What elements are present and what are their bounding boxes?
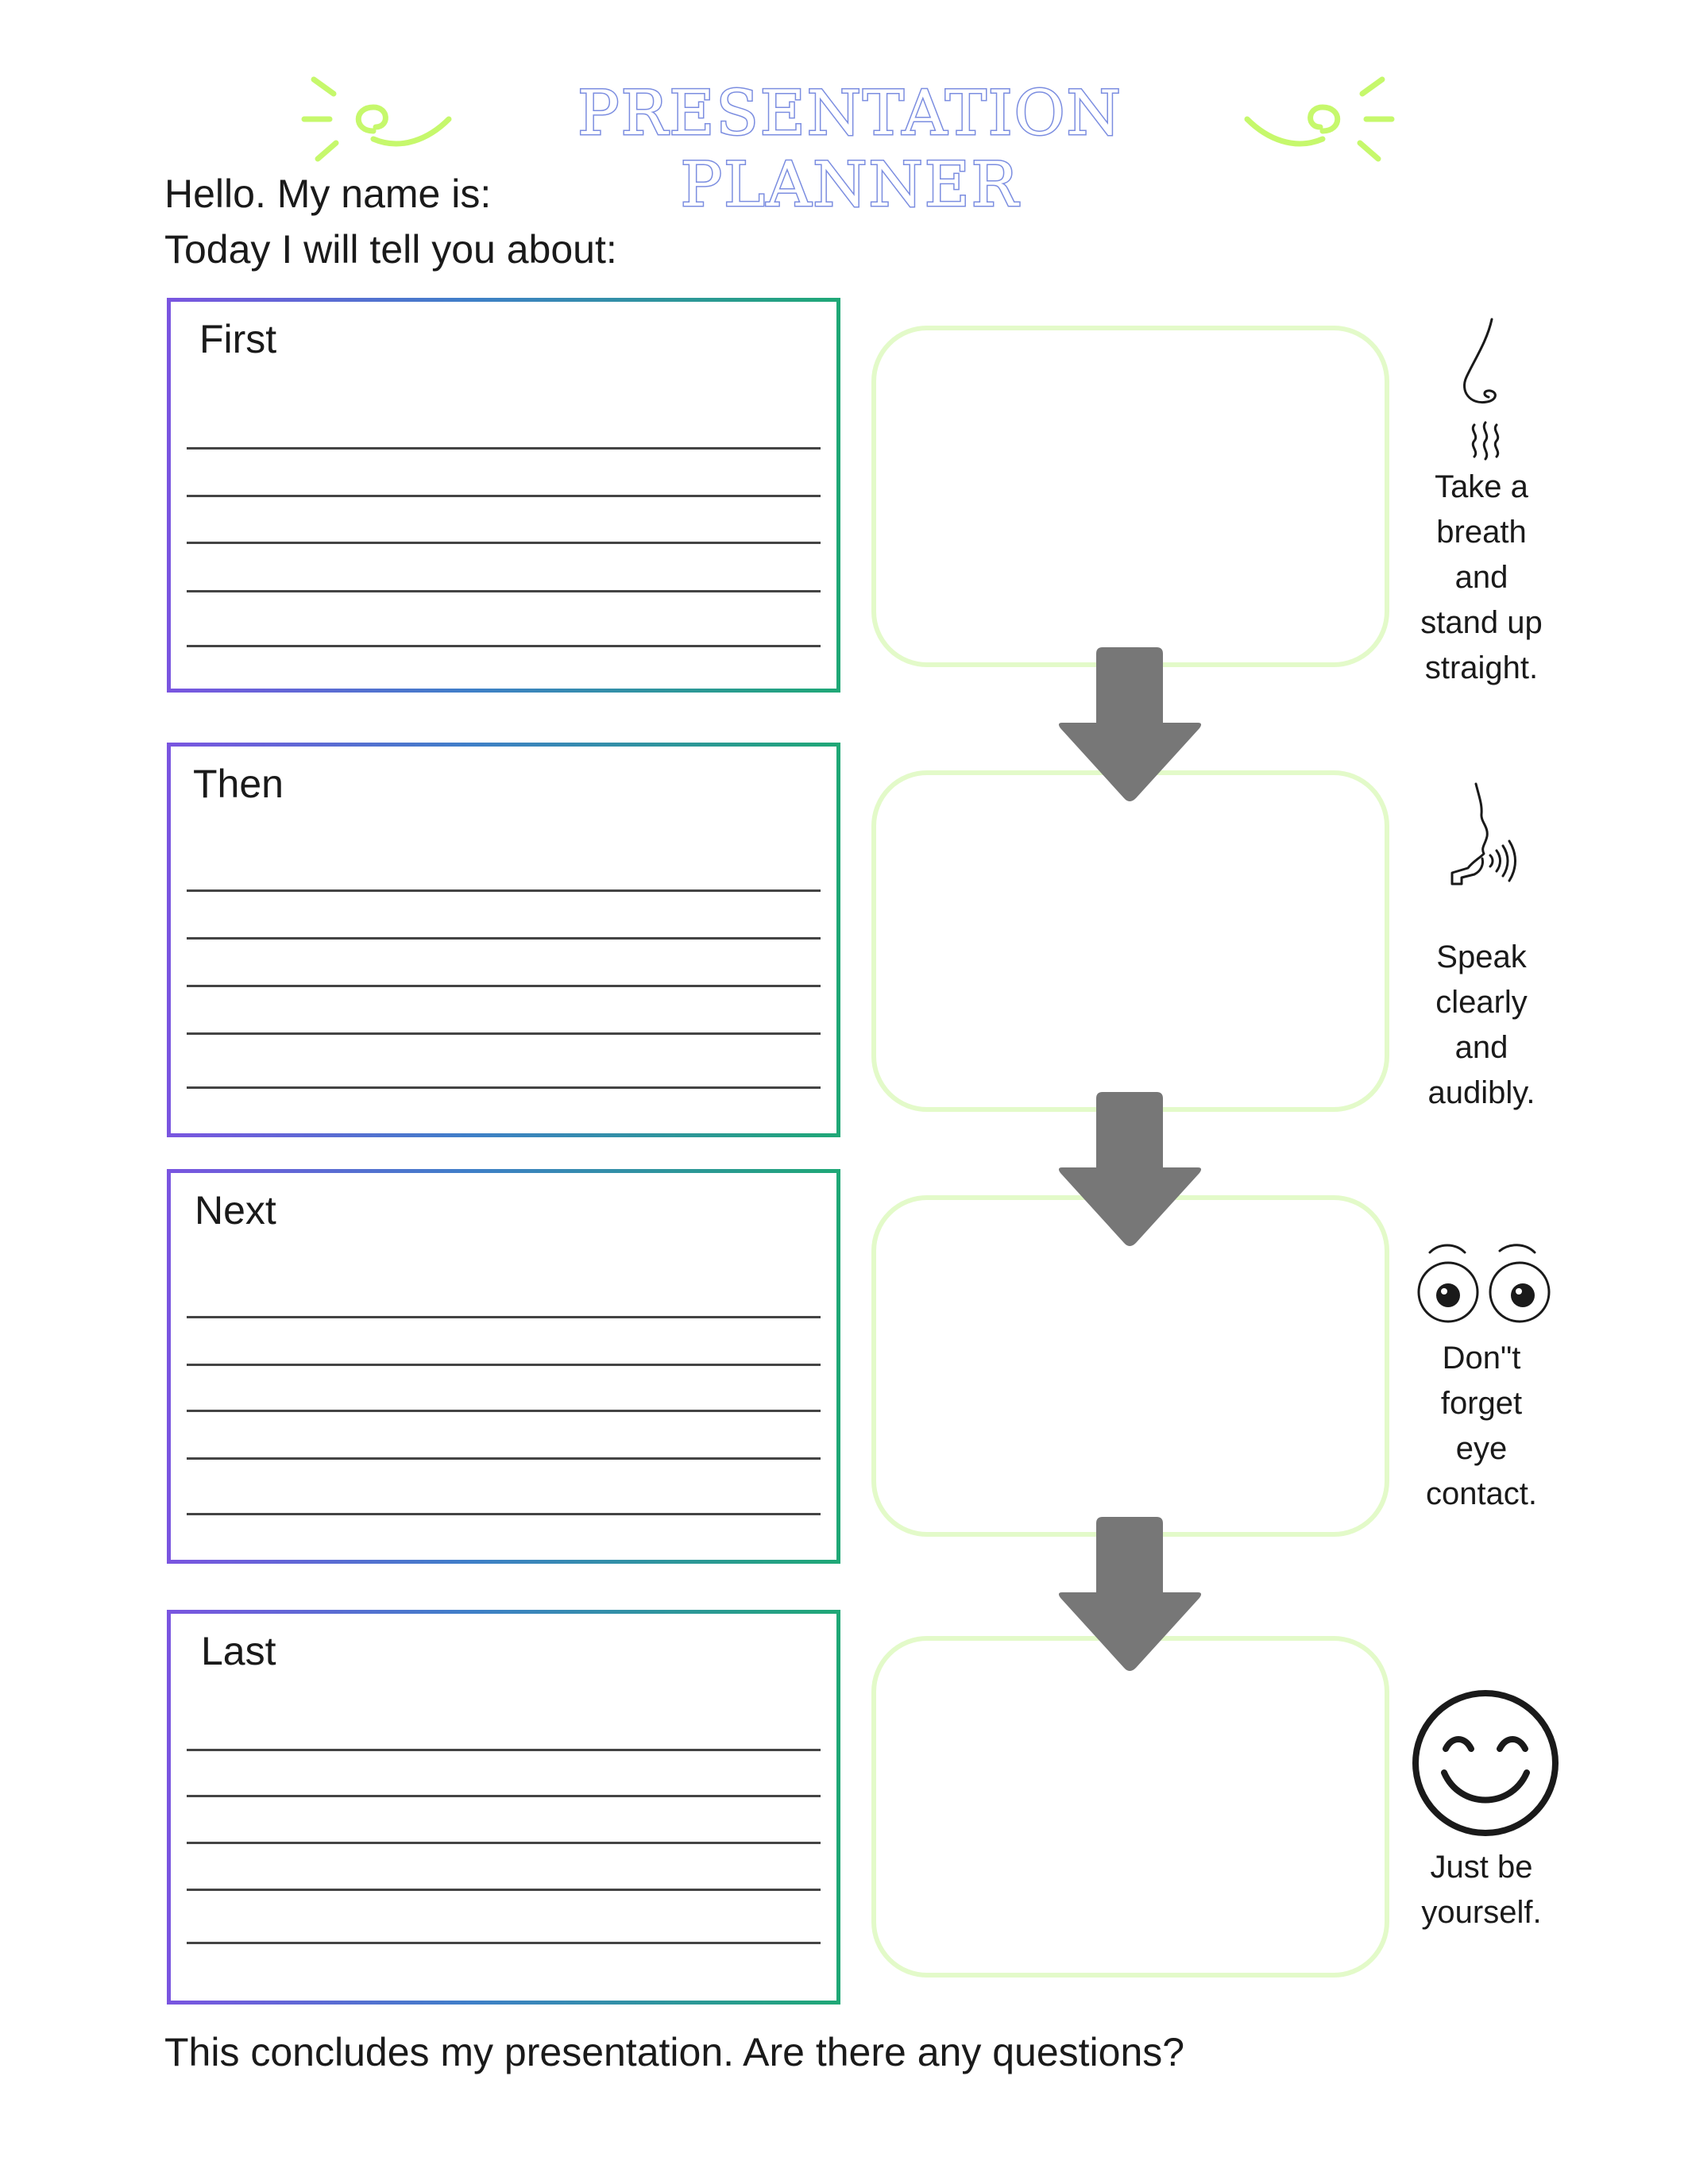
eyes-icon: [1414, 1235, 1557, 1338]
section-label: First: [199, 317, 277, 361]
down-arrow-icon: [1056, 1092, 1203, 1251]
section-label: Then: [193, 762, 284, 806]
writing-line[interactable]: [187, 1889, 821, 1891]
section-box-first[interactable]: [167, 298, 840, 693]
page-title: PRESENTATION PLANNER: [577, 78, 1122, 221]
flow-box-2[interactable]: [871, 770, 1389, 1112]
flow-box-1[interactable]: [871, 326, 1389, 667]
writing-line[interactable]: [187, 1842, 821, 1844]
writing-line[interactable]: [187, 985, 821, 987]
writing-line[interactable]: [187, 1410, 821, 1412]
name-prompt: Hello. My name is:: [164, 172, 492, 216]
writing-line[interactable]: [187, 1457, 821, 1460]
down-arrow-icon: [1056, 647, 1203, 806]
smiley-face-icon: [1406, 1684, 1565, 1843]
writing-line[interactable]: [187, 1942, 821, 1944]
down-arrow-icon: [1056, 1517, 1203, 1676]
tip-text-eye-contact: Don"t forget eye contact.: [1425, 1341, 1538, 1511]
writing-line[interactable]: [187, 1086, 821, 1089]
section-box-then[interactable]: [167, 743, 840, 1137]
closing-line: This concludes my presentation. Are there any questions?: [164, 2030, 1185, 2074]
writing-line[interactable]: [187, 645, 821, 647]
topic-prompt: Today I will tell you about:: [164, 227, 617, 272]
writing-line[interactable]: [187, 1364, 821, 1366]
tip-text-speak: Speak clearly and audibly.: [1427, 940, 1535, 1110]
flow-box-4[interactable]: [871, 1636, 1389, 1978]
nose-breath-icon: [1446, 318, 1525, 461]
tip-text-be-yourself: Just be yourself.: [1421, 1850, 1542, 1930]
writing-line[interactable]: [187, 889, 821, 892]
writing-line[interactable]: [187, 1032, 821, 1035]
speaking-face-icon: [1438, 782, 1533, 925]
writing-line[interactable]: [187, 447, 821, 450]
section-label: Next: [195, 1188, 276, 1233]
section-box-last[interactable]: [167, 1610, 840, 2005]
section-box-next[interactable]: [167, 1169, 840, 1564]
writing-line[interactable]: [187, 937, 821, 940]
tip-text-breath: Take a breath and stand up straight.: [1420, 469, 1543, 685]
writing-line[interactable]: [187, 590, 821, 592]
writing-line[interactable]: [187, 542, 821, 544]
writing-line[interactable]: [187, 1316, 821, 1318]
right-ornament-icon: [1239, 64, 1398, 175]
section-label: Last: [201, 1629, 276, 1673]
writing-line[interactable]: [187, 1513, 821, 1515]
writing-line[interactable]: [187, 1749, 821, 1751]
writing-line[interactable]: [187, 1795, 821, 1797]
left-ornament-icon: [298, 64, 457, 175]
writing-line[interactable]: [187, 495, 821, 497]
